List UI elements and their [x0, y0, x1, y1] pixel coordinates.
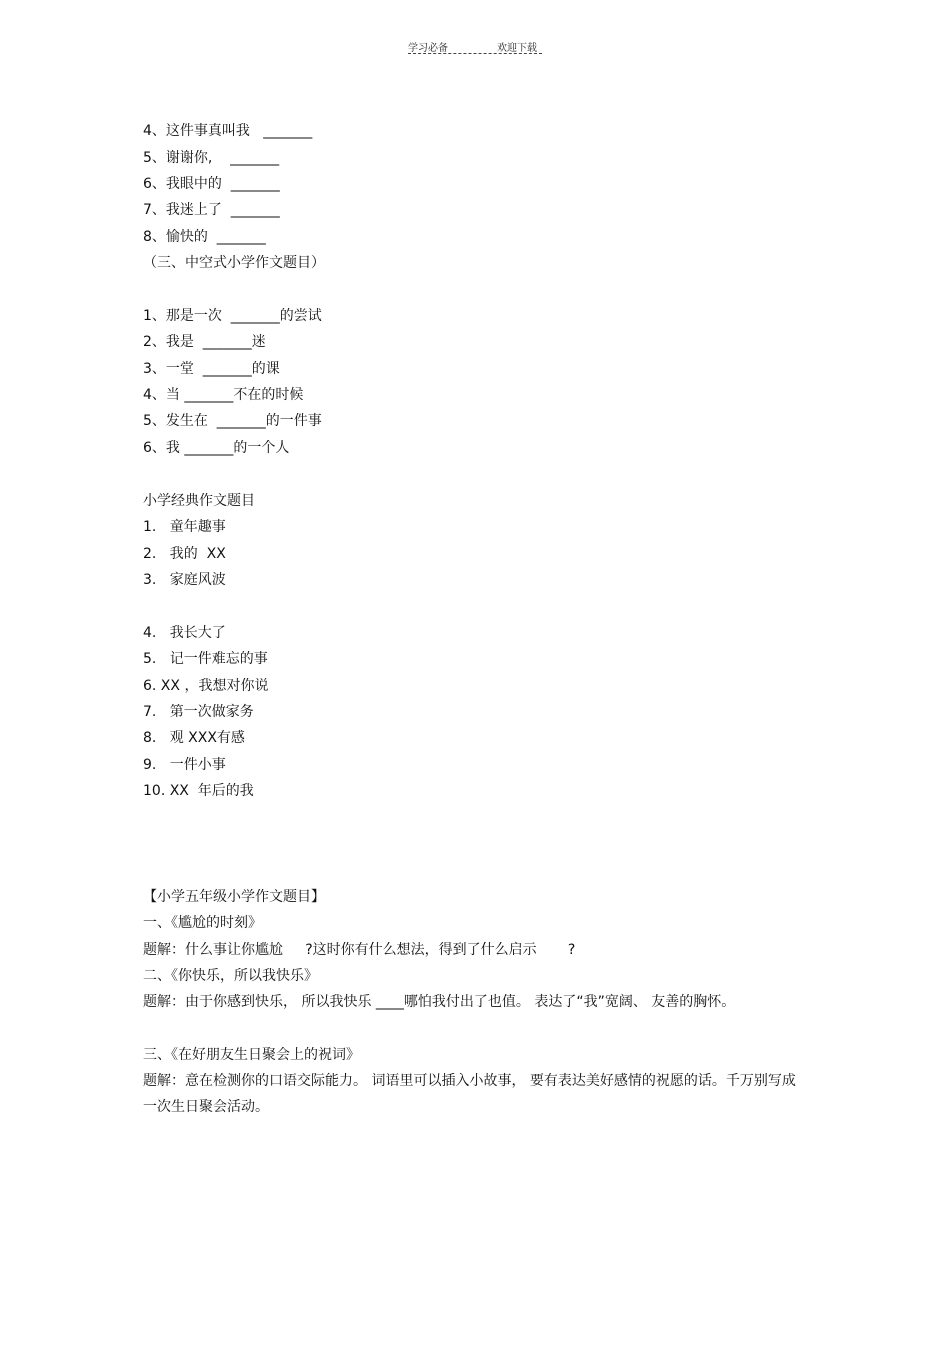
section-title: （三、中空式小学作文题目）: [143, 255, 325, 271]
list-item: 7. 第一次做家务: [143, 704, 254, 720]
list-item: 6、我 _______的一个人: [143, 440, 290, 456]
list-item: 4、当 _______不在的时候: [143, 387, 304, 403]
list-item: 3. 家庭风波: [143, 572, 226, 588]
list-item: 1. 童年趣事: [143, 519, 226, 535]
topic-heading: 二、《你快乐，所以我快乐》: [143, 968, 318, 984]
list-item: 2. 我的 XX: [143, 546, 226, 562]
list-item: 1、那是一次 _______的尝试: [143, 308, 322, 324]
page-header: [408, 38, 542, 56]
list-item: 9. 一件小事: [143, 757, 226, 773]
list-item: 3、一堂 _______的课: [143, 361, 280, 377]
list-item: 8. 观 XXX有感: [143, 730, 245, 746]
list-item: 5、谢谢你, _______: [143, 150, 280, 166]
topic-heading: 一、《尴尬的时刻》: [143, 915, 262, 931]
topic-heading: 三、《在好朋友生日聚会上的祝词》: [143, 1047, 360, 1063]
list-item: 4. 我长大了: [143, 625, 226, 641]
list-item: 5、发生在 _______的一件事: [143, 413, 322, 429]
header-right-text: 欢迎下载: [497, 43, 537, 54]
section-title: 【小学五年级小学作文题目】: [143, 889, 325, 905]
list-item: 5. 记一件难忘的事: [143, 651, 268, 667]
list-item: 6. XX ，我想对你说: [143, 678, 269, 694]
topic-explanation: 题解：意在检测你的口语交际能力。 词语里可以插入小故事， 要有表达美好感情的祝愿的话。千万别写成一次生日聚会活动。: [143, 1073, 796, 1115]
list-item: 10. XX 年后的我: [143, 783, 254, 799]
list-item: 4、这件事真叫我 _______: [143, 123, 313, 139]
topic-explanation: 题解：什么事让你尴尬 ?这时你有什么想法，得到了什么启示 ?: [143, 942, 576, 958]
header-dashed-rule: [408, 53, 542, 54]
section-title: 小学经典作文题目: [143, 493, 255, 509]
topic-explanation: 题解：由于你感到快乐， 所以我快乐 ____哪怕我付出了也值。 表达了“我”宽阔、 友善的胸怀。: [143, 994, 736, 1010]
list-item: 7、我迷上了 _______: [143, 202, 280, 218]
list-item: 6、我眼中的 _______: [143, 176, 280, 192]
header-left-text: 学习必备: [408, 43, 448, 54]
list-item: 8、愉快的 _______: [143, 229, 266, 245]
list-item: 2、我是 _______迷: [143, 334, 266, 350]
